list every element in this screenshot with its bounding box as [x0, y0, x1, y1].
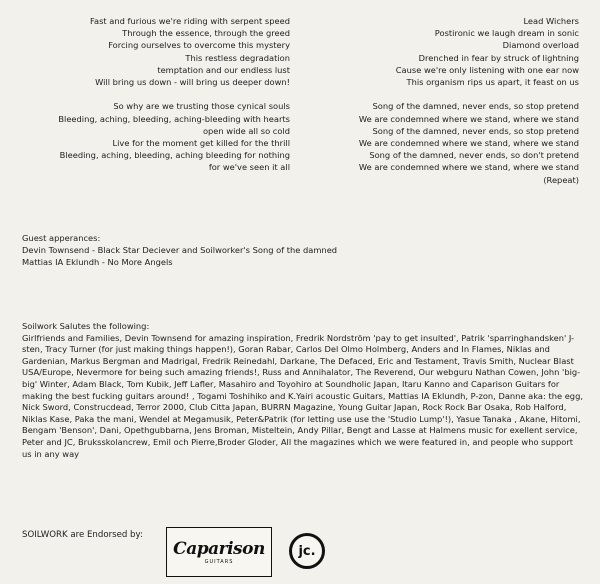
lyric-line: Bleeding, aching, bleeding, aching bleeding for nothing	[59, 150, 290, 161]
guests-heading: Guest apperances:	[22, 233, 101, 243]
lyric-line: This organism rips us apart, it feast on us	[406, 77, 579, 88]
salutes-section	[22, 321, 584, 460]
caparison-guitars-logo	[166, 527, 272, 577]
lyric-line: Song of the damned, never ends, so stop pretend	[372, 101, 579, 112]
jc-logo: jc.	[289, 533, 325, 569]
lyric-line: Song of the damned, never ends, so stop pretend	[372, 125, 579, 136]
lyric-line: Cause we're only listening with one ear now	[395, 64, 579, 75]
stanza-gap	[322, 88, 579, 100]
lyrics-left-column	[50, 15, 290, 174]
lyric-line: So why are we trusting those cynical souls	[113, 101, 290, 112]
lyric-line: Bleeding, aching, bleeding, aching-bleeding with hearts	[58, 113, 290, 124]
lyric-line: Song of the damned, never ends, so don't pretend	[369, 150, 579, 161]
endorsement-label: SOILWORK are Endorsed by:	[22, 530, 143, 540]
lyric-line: Live for the moment get killed for the thrill	[112, 138, 290, 149]
caparison-logo-name: Caparison	[173, 538, 265, 559]
stanza-gap	[50, 88, 290, 100]
lyric-line: Fast and furious we're riding with serpent speed	[90, 16, 290, 26]
lyrics-right-column	[322, 15, 579, 186]
salutes-heading: Soilwork Salutes the following:	[22, 321, 150, 331]
lyric-line: We are condemned where we stand, where we stand	[358, 138, 579, 149]
salutes-body: Girlfriends and Families, Devin Townsend for amazing inspiration, Fredrik Nordström 'pay to get insulted', Patrik 'sparringhandsken' J-sten, Tracy Turner (for just making things happen!), Goran Rabar, Carlos Del Olmo Holmberg, Anders and In Flames, Niklas and Gardenian, Markus Bergman and Madrigal, Fredrik Reinedahl, Darkane, The Defaced, Eric and Testament, Travis Smith, Nuclear Blast USA/Europe, Nevermore for being such amazing friends!, Russ and Annihalator, The Reverend, Our webguru Nathan Cowen, John 'big-big' Winter, Adam Black, Tom Kubik, Jeff Lafler, Masahiro and Toyohiro at Soundholic Japan, Itaru Kanno and Caparison Guitars for making the best fucking guitars around! , Togami Toshihiko and K.Yairi acoustic Guitars, Mattias IA Eklundh, P-zon, Danne aka: the egg, Nick Sword, Construcdead, Terror 2000, Club Citta Japan, BURRN Magazine, Young Guitar Japan, Rock Rock Bar Osaka, Rob Halford, Niklas Kase, Paka the mani, Wendel at Megamusik, Peter&Patrik (for letting use use the 'Studio Lump'!), Yasue Tanaka , Akane, Hitomi, Bengam 'Benson', Dani, Opethgubbarna, Jens Broman, Misteltein, Andy Pillar, Bengt and Lasse at Halmens music for exellent service, Peter and JC, Bruksskolancrew, Emil och Pierre,Broder Gloder, All the magazines which we were featured in, and people who support us in any way	[22, 332, 583, 459]
lyric-line: Forcing ourselves to overcome this mystery	[108, 40, 290, 51]
lyric-line: We are condemned where we stand, where we stand	[358, 162, 579, 173]
guest-line: Mattias IA Eklundh - No More Angels	[22, 256, 173, 267]
guest-appearances	[22, 233, 578, 268]
lyric-line: Postironic we laugh dream in sonic	[434, 28, 579, 39]
lyric-line: open wide all so cold	[202, 125, 290, 136]
lyric-line: Drenched in fear by struck of lightning	[418, 52, 579, 63]
lyric-line: for we've seen it all	[208, 162, 290, 173]
lyric-line: Through the essence, through the greed	[122, 28, 290, 39]
lyric-line: We are condemned where we stand, where we stand	[358, 113, 579, 124]
caparison-logo-subtitle: GUITARS	[204, 558, 234, 565]
lyric-line: This restless degradation	[185, 52, 290, 63]
lyric-line: Lead Wichers	[523, 16, 579, 26]
lyric-line: (Repeat)	[543, 174, 579, 185]
lyric-line: Diamond overload	[502, 40, 579, 51]
guest-line: Devin Townsend - Black Star Deciever and Soilworker's Song of the damned	[22, 244, 338, 255]
lyric-line: Will bring us down - will bring us deeper down!	[95, 77, 290, 88]
lyric-line: temptation and our endless lust	[157, 64, 290, 75]
